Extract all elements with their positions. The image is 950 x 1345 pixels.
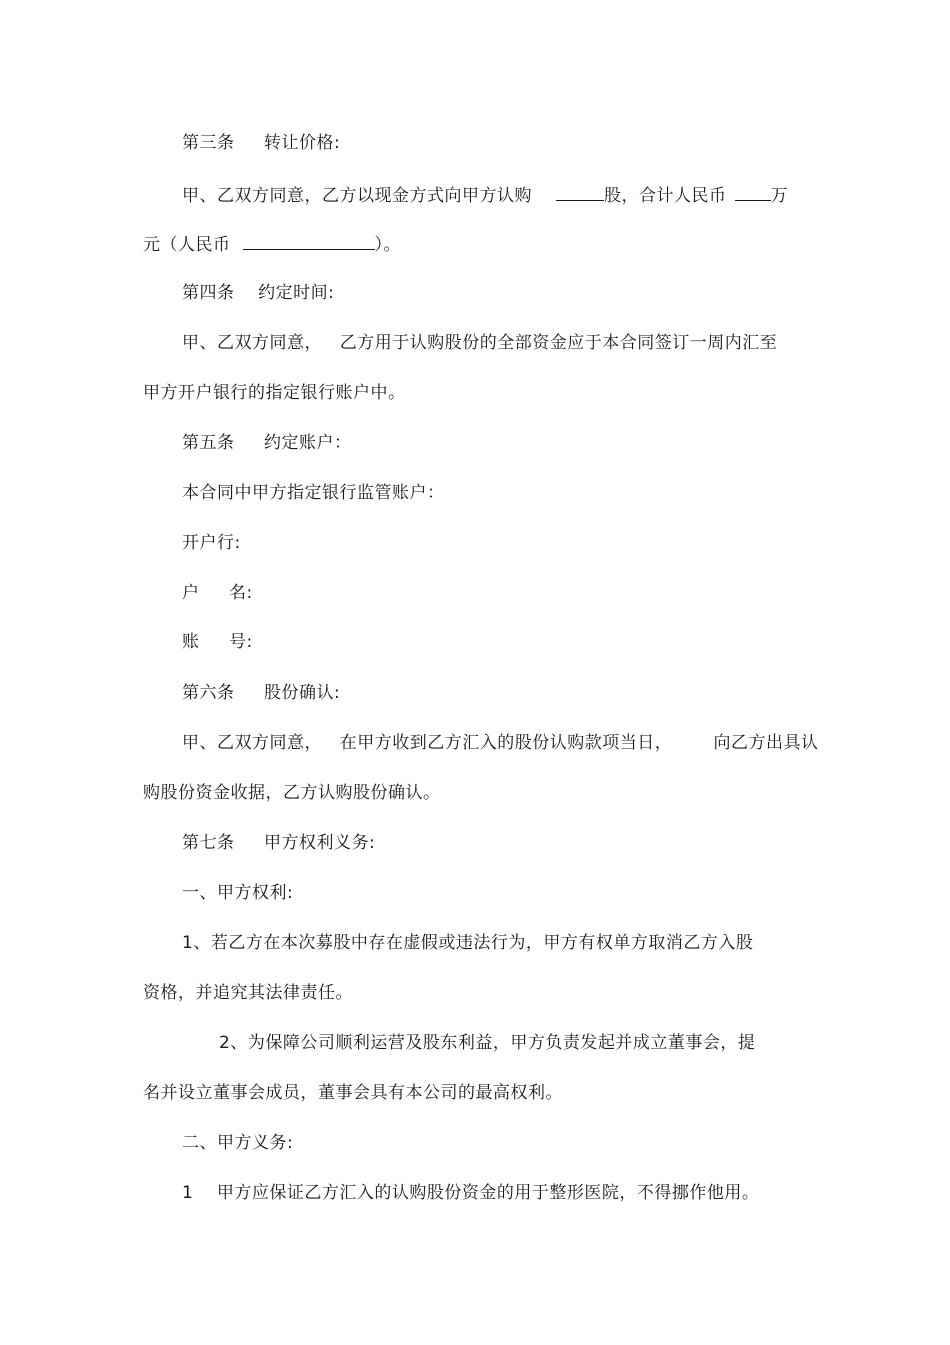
- article-3-text-d: 元（人民币: [143, 235, 231, 255]
- article-3-paragraph-line-1: [182, 183, 788, 207]
- account-number-field-label: 账 号:: [182, 632, 253, 652]
- amount-blank: [735, 183, 771, 201]
- article-4-heading: 第四条 约定时间:: [182, 283, 335, 303]
- article-6-paragraph-line-2: 购股份资金收据，乙方认购股份确认。: [143, 783, 441, 803]
- article-3-heading: 第三条 转让价格:: [182, 133, 341, 153]
- article-7-heading: 第七条 甲方权利义务:: [182, 833, 376, 853]
- account-name-field-label: 户 名:: [182, 583, 253, 603]
- article-3-text-c: 万: [770, 186, 788, 206]
- article-3-text-a: 甲、乙双方同意，乙方以现金方式向甲方认购: [182, 186, 532, 206]
- article-3-text-e: ）。: [374, 235, 401, 255]
- article-4-paragraph-line-1: 甲、乙双方同意， 乙方用于认购股份的全部资金应于本合同签订一周内汇至: [182, 333, 778, 353]
- duties-heading: 二、甲方义务:: [182, 1133, 294, 1153]
- rights-item-1-line-1: 1、若乙方在本次募股中存在虚假或违法行为，甲方有权单方取消乙方入股: [182, 933, 754, 953]
- article-5-intro: 本合同中甲方指定银行监管账户：: [182, 483, 445, 503]
- article-5-heading: 第五条 约定账户：: [182, 433, 352, 453]
- rmb-amount-blank: [243, 232, 375, 250]
- duties-item-1: 1 甲方应保证乙方汇入的认购股份资金的用于整形医院，不得挪作他用。: [182, 1183, 760, 1203]
- bank-field-label: 开户行:: [182, 533, 241, 553]
- article-4-paragraph-line-2: 甲方开户银行的指定银行账户中。: [143, 383, 406, 403]
- article-3-paragraph-line-2: [143, 232, 401, 256]
- rights-item-2-line-1: 2、为保障公司顺利运营及股东利益，甲方负责发起并成立董事会，提: [219, 1033, 756, 1053]
- rights-item-1-line-2: 资格，并追究其法律责任。: [143, 983, 353, 1003]
- shares-blank: [556, 183, 604, 201]
- article-6-heading: 第六条 股份确认:: [182, 683, 341, 703]
- article-6-paragraph-line-1: 甲、乙双方同意， 在甲方收到乙方汇入的股份认购款项当日， 向乙方出具认: [182, 733, 819, 753]
- rights-item-2-line-2: 名并设立董事会成员，董事会具有本公司的最高权利。: [143, 1083, 563, 1103]
- rights-heading: 一、甲方权利:: [182, 883, 294, 903]
- article-3-text-b: 股，合计人民币: [604, 186, 727, 206]
